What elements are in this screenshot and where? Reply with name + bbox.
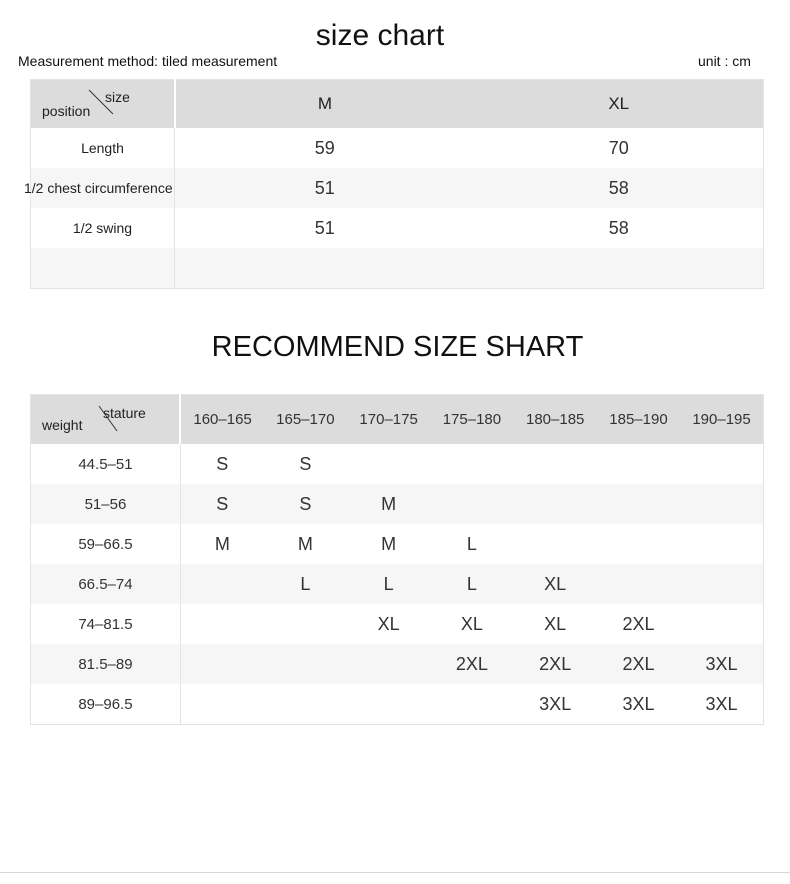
recommend-header-row (31, 395, 764, 445)
table-cell (180, 684, 263, 725)
table-cell: 3XL (705, 693, 738, 714)
table-cell: M (347, 484, 430, 524)
table-row (31, 564, 764, 604)
table-cell: 3XL (622, 693, 655, 714)
table-cell (430, 684, 513, 725)
table-cell (180, 604, 263, 644)
table-cell (264, 684, 347, 725)
table-cell: 58 (475, 168, 764, 208)
table-cell: L (347, 564, 430, 604)
table-cell (597, 524, 680, 564)
table-cell: M (381, 533, 397, 554)
weight-label: 74–81.5 (31, 604, 181, 644)
weight-label: 89–96.5 (31, 684, 181, 725)
table-cell (597, 444, 680, 484)
table-cell (680, 604, 763, 644)
weight-label: 44.5–51 (31, 444, 181, 484)
recommend-size-title: RECOMMEND SIZE SHART (211, 331, 584, 363)
stature-column-header: 185–190 (597, 395, 680, 445)
table-cell (597, 484, 680, 524)
table-row (31, 128, 764, 168)
table-cell: L (466, 533, 477, 554)
corner-position-label: position (42, 103, 91, 119)
stature-column-header: 175–180 (430, 395, 513, 445)
unit-label: unit : cm (698, 53, 751, 69)
table-cell (347, 644, 430, 684)
table-cell (175, 248, 475, 289)
table-cell (430, 484, 513, 524)
table-row (31, 484, 764, 524)
row-label (31, 248, 175, 289)
table-cell (514, 524, 597, 564)
table-row (31, 644, 764, 684)
table-row (31, 248, 764, 289)
table-cell: 51 (175, 168, 475, 208)
table-cell: S (264, 484, 347, 524)
table-cell: 2XL (430, 644, 513, 684)
row-label-text: 1/2 chest circumference (24, 180, 173, 196)
table-cell (180, 644, 263, 684)
table-cell (680, 444, 763, 484)
table-cell: 2XL (622, 613, 655, 634)
table-cell: XL (514, 564, 597, 604)
row-label: Length (31, 128, 175, 168)
corner-stature-label: stature (103, 405, 146, 421)
stature-column-header: 180–185 (514, 395, 597, 445)
table-cell (475, 248, 764, 289)
table-cell: S (216, 453, 229, 474)
size-chart-title: size chart (315, 19, 445, 52)
table-cell: 70 (608, 137, 629, 158)
table-cell: XL (377, 613, 400, 634)
size-chart-table (24, 79, 764, 289)
table-cell (430, 444, 513, 484)
table-cell (264, 644, 347, 684)
table-cell (680, 564, 763, 604)
table-cell (180, 564, 263, 604)
table-row (31, 168, 764, 208)
corner-size-label: size (105, 89, 130, 105)
table-cell: 3XL (539, 693, 572, 714)
table-cell: XL (460, 613, 483, 634)
recommend-size-table (30, 394, 764, 725)
table-cell (514, 444, 597, 484)
table-cell: 2XL (514, 644, 597, 684)
table-cell (347, 444, 430, 484)
table-cell: 3XL (680, 644, 763, 684)
bottom-divider (0, 872, 790, 873)
table-row (31, 604, 764, 644)
row-label (24, 168, 175, 208)
table-cell: 58 (608, 217, 629, 238)
table-row (31, 684, 764, 725)
table-cell (597, 564, 680, 604)
row-label: 1/2 swing (31, 208, 175, 248)
table-cell: L (264, 564, 347, 604)
table-cell: 2XL (597, 644, 680, 684)
stature-column-header: 160–165 (180, 395, 263, 445)
weight-label: 59–66.5 (31, 524, 181, 564)
stature-column-header: 170–175 (347, 395, 430, 445)
measurement-method: Measurement method: tiled measurement (18, 53, 278, 69)
size-chart-header-row (31, 80, 764, 129)
table-cell (347, 684, 430, 725)
weight-label: 66.5–74 (31, 564, 181, 604)
table-cell: L (430, 564, 513, 604)
table-row (31, 524, 764, 564)
size-column-header: M (175, 80, 475, 129)
table-cell (514, 484, 597, 524)
recommend-corner-cell (31, 395, 181, 445)
table-cell: S (299, 453, 312, 474)
table-cell (680, 484, 763, 524)
table-row (31, 208, 764, 248)
corner-weight-label: weight (42, 417, 83, 433)
table-cell: 51 (314, 217, 335, 238)
size-chart-corner-cell (31, 80, 175, 129)
table-cell (264, 604, 347, 644)
stature-column-header: 190–195 (680, 395, 763, 445)
table-cell: XL (544, 613, 567, 634)
table-cell: M (297, 533, 313, 554)
table-row (31, 444, 764, 484)
table-cell (680, 524, 763, 564)
size-column-header: XL (475, 80, 764, 129)
table-cell: M (214, 533, 230, 554)
weight-label: 51–56 (31, 484, 181, 524)
stature-column-header: 165–170 (264, 395, 347, 445)
table-cell: 59 (314, 137, 335, 158)
weight-label: 81.5–89 (31, 644, 181, 684)
table-cell: S (180, 484, 263, 524)
